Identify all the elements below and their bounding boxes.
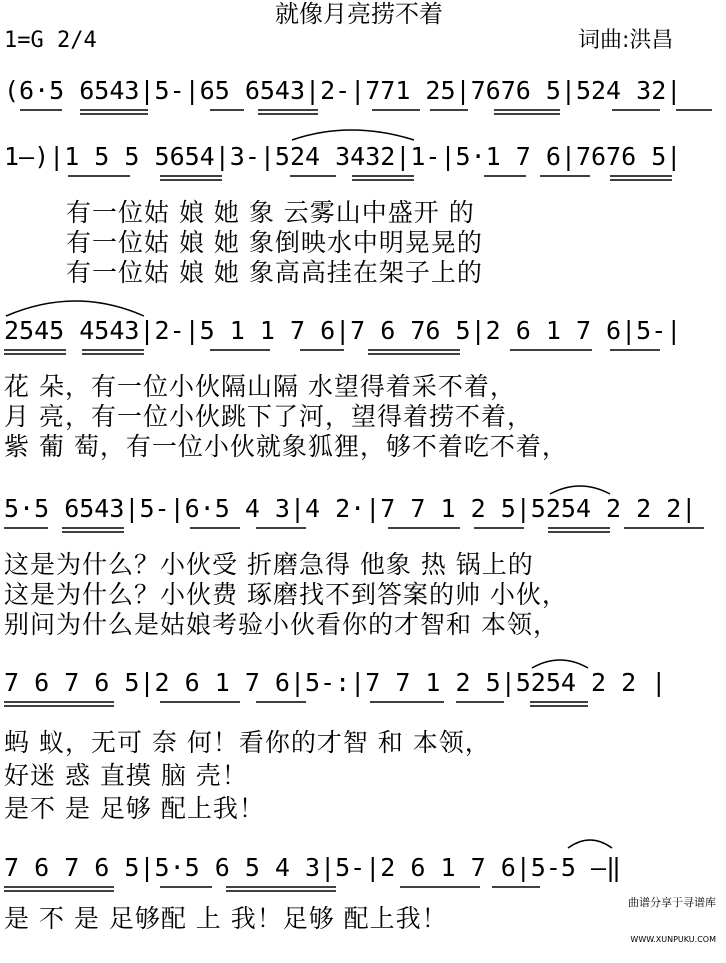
watermark xyxy=(628,872,716,957)
notation-row-4: 5·5 6543|5-|6·5 4 3|4 2·|7 7 1 2 5|5254 2 2 2| xyxy=(4,494,697,523)
notation-row-6: 7 6 7 6 5|5·5 6 5 4 3|5-|2 6 1 7 6|5-5 —‖ xyxy=(4,853,622,882)
song-title: 就像月亮捞不着 xyxy=(275,0,443,28)
watermark-text: 曲谱分享于寻谱库 xyxy=(628,896,716,910)
notation-row-2: 1—)|1 5 5 5654|3-|524 3432|1-|5·1 7 6|7676 5| xyxy=(4,142,682,171)
notation-row-1: (6·5 6543|5-|65 6543|2-|771 25|7676 5|524 32| xyxy=(4,76,682,105)
notation-row-5: 7 6 7 6 5|2 6 1 7 6|5-:|7 7 1 2 5|5254 2 2 | xyxy=(4,668,667,697)
lyric-row-4-verse-2: 这是为什么？小伙费 琢磨找不到答案的帅 小伙， xyxy=(4,580,568,609)
lyric-row-4-verse-3: 别问为什么是姑娘考验小伙看你的才智和 本领， xyxy=(4,610,559,639)
lyric-row-3-verse-3: 紫 葡 萄，有一位小伙就象狐狸，够不着吃不着， xyxy=(4,432,568,461)
lyric-row-2-verse-2: 有一位姑 娘 她 象倒映水中明晃晃的 xyxy=(66,228,483,257)
lyric-row-2-verse-1: 有一位姑 娘 她 象 云雾山中盛开 的 xyxy=(66,198,475,227)
watermark-site: WWW.XUNPUKU.COM xyxy=(630,935,716,945)
slur-mark xyxy=(6,301,144,316)
lyric-row-6-verse-1: 是 不 是 足够配 上 我！足够 配上我！ xyxy=(4,904,448,933)
slur-mark xyxy=(292,130,414,140)
lyric-row-2-verse-3: 有一位姑 娘 她 象高高挂在架子上的 xyxy=(66,258,483,287)
lyric-row-3-verse-2: 月 亮，有一位小伙跳下了河，望得着捞不着， xyxy=(4,402,533,431)
key-signature: 1=G 2/4 xyxy=(4,28,97,53)
lyric-row-5-verse-3: 是不 是 足够 配上我！ xyxy=(4,794,265,823)
notation-row-3: 2545 4543|2-|5 1 1 7 6|7 6 76 5|2 6 1 7 6|5-| xyxy=(4,316,682,345)
lyric-row-5-verse-1: 蚂 蚁，无可 奈 何！看你的才智 和 本领， xyxy=(4,728,491,757)
tie-mark xyxy=(568,840,612,848)
lyric-row-5-verse-2: 好迷 惑 直摸 脑 壳！ xyxy=(4,761,248,790)
lyric-row-3-verse-1: 花 朵，有一位小伙隔山隔 水望得着采不着， xyxy=(4,372,516,401)
composer-credit: 词曲:洪昌 xyxy=(578,28,674,53)
slur-mark xyxy=(532,660,588,668)
lyric-row-4-verse-1: 这是为什么？小伙受 折磨急得 他象 热 锅上的 xyxy=(4,550,534,579)
slur-mark xyxy=(550,486,610,494)
